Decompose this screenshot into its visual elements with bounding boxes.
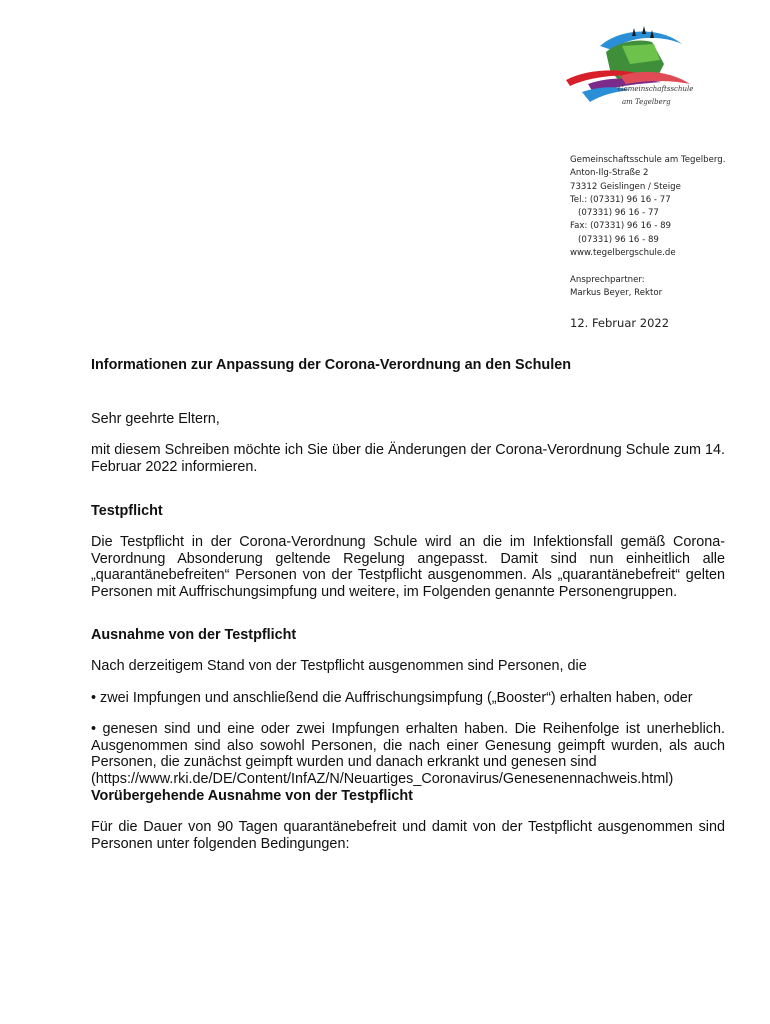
letter-body: [91, 357, 725, 852]
section-heading-ausnahme: Ausnahme von der Testpflicht: [91, 627, 297, 644]
salutation: Sehr geehrte Eltern,: [91, 410, 220, 427]
spacer: [570, 260, 725, 273]
voruebergehend-paragraph: Für die Dauer von 90 Tagen quarantänebefreit und damit von der Testpflicht ausgenommen sind Personen unter folgenden Bedingungen:: [91, 819, 725, 852]
sender-line: (07331) 96 16 - 89: [578, 234, 659, 245]
section-heading-testpflicht: Testpflicht: [91, 503, 163, 520]
intro-paragraph: mit diesem Schreiben möchte ich Sie über die Änderungen der Corona-Verordnung Schule zum 14. Februar 2022 informieren.: [91, 442, 725, 475]
bullet-item: • genesen sind und eine oder zwei Impfungen erhalten haben. Die Reihenfolge ist unerheblich. Ausgenommen sind also sowohl Personen, die nach einer Genesung geimpft wurden, als auch Personen, die zunächst geimpft wurden und danach erkrankt und genesen sind: [91, 721, 725, 771]
contact-name: Markus Beyer, Rektor: [570, 287, 663, 298]
sender-line: Anton-Ilg-Straße 2: [570, 168, 649, 179]
sender-address-block: [570, 154, 725, 300]
rki-link[interactable]: (https://www.rki.de/DE/Content/InfAZ/N/Neuartiges_Coronavirus/Genesenennachweis.html): [91, 770, 674, 787]
sender-line: Fax: (07331) 96 16 - 89: [570, 221, 672, 232]
school-logo: [560, 24, 695, 116]
logo-text-line1: Gemeinschaftsschule: [618, 85, 694, 93]
sender-line: Gemeinschaftsschule am Tegelberg.: [570, 155, 726, 165]
logo-text-line2: am Tegelberg: [622, 98, 671, 106]
contact-label: Ansprechpartner:: [570, 274, 645, 285]
section-heading-voruebergehend: Vorübergehende Ausnahme von der Testpflicht: [91, 787, 413, 804]
sender-line: 73312 Geislingen / Steige: [570, 181, 681, 192]
bullet-item: • zwei Impfungen und anschließend die Auffrischungsimpfung („Booster“) erhalten haben, oder: [91, 689, 693, 706]
sender-website: www.tegelbergschule.de: [570, 248, 676, 259]
ausnahme-intro: Nach derzeitigem Stand von der Testpflicht ausgenommen sind Personen, die: [91, 657, 587, 674]
testpflicht-paragraph: Die Testpflicht in der Corona-Verordnung Schule wird an die im Infektionsfall gemäß Corona-Verordnung Absonderung geltende Regelung angepasst. Damit sind nun einheitlich alle „quarantänebefreiten“ Personen von der Testpflicht ausgenommen. Als „quarantänebefreit“ gelten Personen mit Auffrischungsimpfung und weitere, im Folgenden genannte Personengruppen.: [91, 533, 725, 600]
letter-title: Informationen zur Anpassung der Corona-Verordnung an den Schulen: [91, 357, 571, 373]
sender-line: (07331) 96 16 - 77: [578, 208, 659, 219]
sender-line: Tel.: (07331) 96 16 - 77: [570, 194, 671, 205]
letter-date: 12. Februar 2022: [570, 316, 670, 330]
